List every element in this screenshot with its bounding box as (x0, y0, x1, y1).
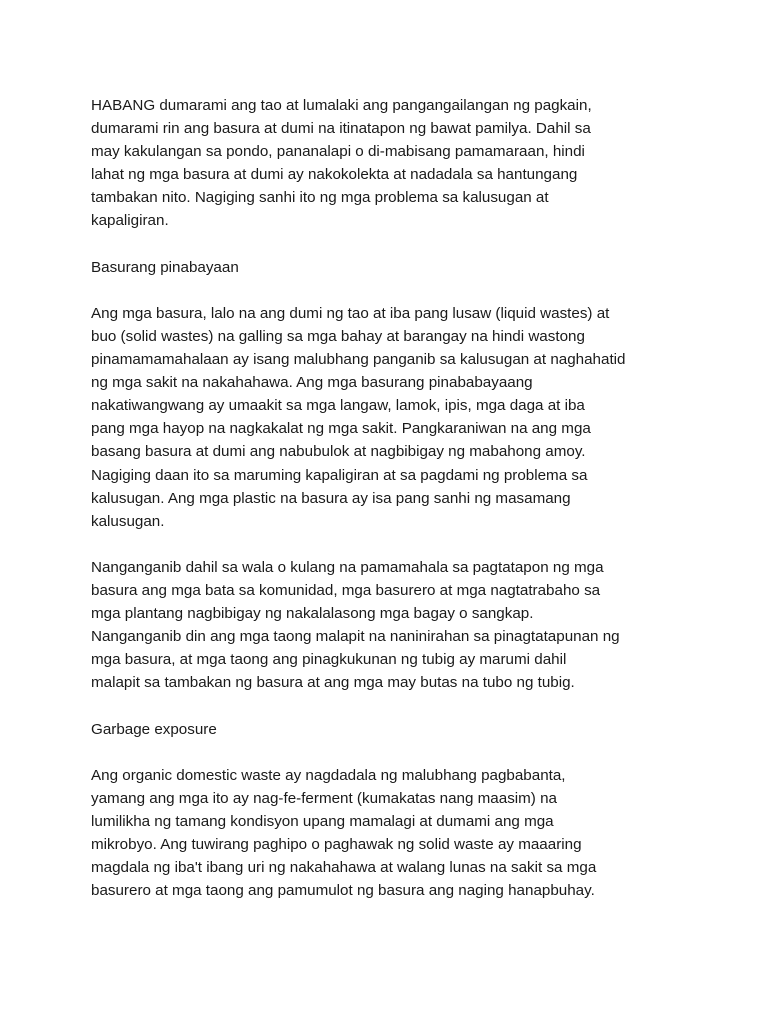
section-heading-garbage-exposure (91, 718, 691, 741)
text-line: malapit sa tambakan ng basura at ang mga may butas na tubo ng tubig. (91, 674, 575, 692)
paragraph-garbage-exposure (91, 764, 691, 903)
paragraph-nanganganib (91, 556, 691, 695)
paragraph-intro (91, 94, 691, 233)
text-line: mga plantang nagbibigay ng nakalalasong mga bagay o sangkap. (91, 605, 534, 623)
text-line: HABANG dumarami ang tao at lumalaki ang pangangailangan ng pagkain, (91, 97, 592, 114)
text-line: Nanganganib dahil sa wala o kulang na pamamahala sa pagtatapon ng mga (91, 558, 604, 576)
text-line: may kakulangan sa pondo, pananalapi o di-mabisang pamamaraan, hindi (91, 143, 585, 161)
section-heading-basurang-pinabayaan (91, 256, 691, 279)
text-line: nakatiwangwang ay umaakit sa mga langaw, lamok, ipis, mga daga at iba (91, 397, 585, 415)
text-line: lahat ng mga basura at dumi ay nakokolekta at nadadala sa hantungang (91, 166, 578, 184)
paragraph-basurang-pinabayaan (91, 302, 691, 533)
text-line: buo (solid wastes) na galling sa mga bahay at barangay na hindi wastong (91, 327, 585, 345)
text-line: pinamamamahalaan ay isang malubhang panganib sa kalusugan at naghahatid (91, 351, 626, 369)
text-line: basurero at mga taong ang pamumulot ng basura ang naging hanapbuhay. (91, 882, 595, 900)
text-line: Nanganganib din ang mga taong malapit na naninirahan sa pinagtatapunan ng (91, 628, 620, 646)
text-line: kalusugan. (91, 512, 165, 530)
heading-text: Basurang pinabayaan (91, 258, 239, 276)
text-line: Ang organic domestic waste ay nagdadala ng malubhang pagbabanta, (91, 766, 566, 784)
text-line: Ang mga basura, lalo na ang dumi ng tao at iba pang lusaw (liquid wastes) at (91, 304, 610, 322)
text-line: magdala ng iba't ibang uri ng nakahahawa at walang lunas na sakit sa mga (91, 859, 597, 877)
document-body (91, 94, 691, 925)
text-line: basura ang mga bata sa komunidad, mga basurero at mga nagtatrabaho sa (91, 581, 601, 599)
text-line: basang basura at dumi ang nabubulok at nagbibigay ng mabahong amoy. (91, 443, 586, 461)
heading-text: Garbage exposure (91, 720, 217, 738)
text-line: tambakan nito. Nagiging sanhi ito ng mga problema sa kalusugan at (91, 189, 549, 207)
text-line: mikrobyo. Ang tuwirang paghipo o paghawak ng solid waste ay maaaring (91, 836, 582, 853)
text-line: dumarami rin ang basura at dumi na itinatapon ng bawat pamilya. Dahil sa (91, 120, 591, 138)
text-line: yamang ang mga ito ay nag-fe-ferment (kumakatas nang maasim) na (91, 789, 557, 807)
text-line: mga basura, at mga taong ang pinagkukunan ng tubig ay marumi dahil (91, 651, 567, 669)
text-line: Nagiging daan ito sa maruming kapaligiran at sa pagdami ng problema sa (91, 466, 588, 484)
text-line: pang mga hayop na nagkakalat ng mga sakit. Pangkaraniwan na ang mga (91, 420, 591, 438)
text-line: kapaligiran. (91, 212, 169, 230)
text-line: kalusugan. Ang mga plastic na basura ay isa pang sanhi ng masamang (91, 489, 571, 507)
text-line: lumilikha ng tamang kondisyon upang mamalagi at dumami ang mga (91, 812, 554, 830)
text-line: ng mga sakit na nakahahawa. Ang mga basurang pinababayaang (91, 374, 533, 392)
